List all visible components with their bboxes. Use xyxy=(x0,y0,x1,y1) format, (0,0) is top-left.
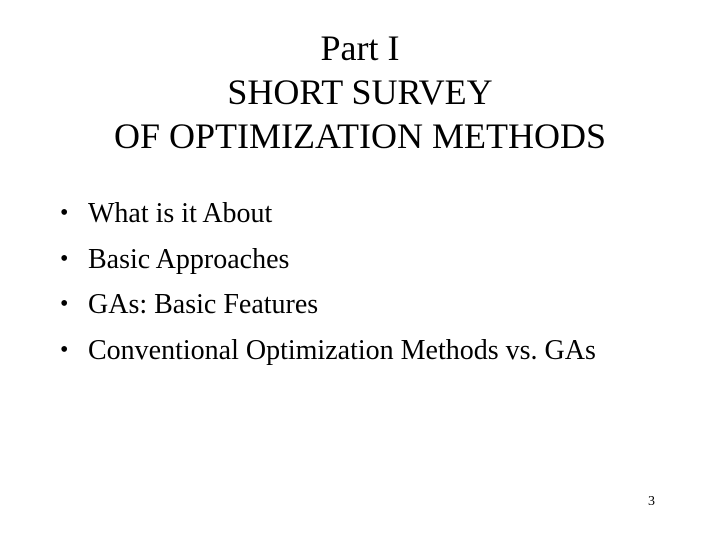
slide-title xyxy=(0,26,720,158)
bullet-item xyxy=(60,191,596,237)
bullet-item xyxy=(60,237,596,283)
bullet-dot-icon: • xyxy=(60,245,69,272)
page-number: 3 xyxy=(648,494,655,509)
bullet-item xyxy=(60,282,596,328)
bullet-text: What is it About xyxy=(88,198,273,229)
title-line-1: Part I xyxy=(320,28,400,68)
bullet-list xyxy=(60,191,596,373)
title-line-3: OF OPTIMIZATION METHODS xyxy=(114,116,606,156)
bullet-text: GAs: Basic Features xyxy=(88,289,319,320)
bullet-text: Basic Approaches xyxy=(88,243,290,275)
bullet-dot-icon: • xyxy=(60,291,69,317)
bullet-item xyxy=(60,328,596,374)
bullet-dot-icon: • xyxy=(60,336,69,363)
bullet-text: Conventional Optimization Methods vs. GAs xyxy=(88,334,596,366)
title-line-2: SHORT SURVEY xyxy=(227,72,493,112)
bullet-dot-icon: • xyxy=(60,200,69,226)
